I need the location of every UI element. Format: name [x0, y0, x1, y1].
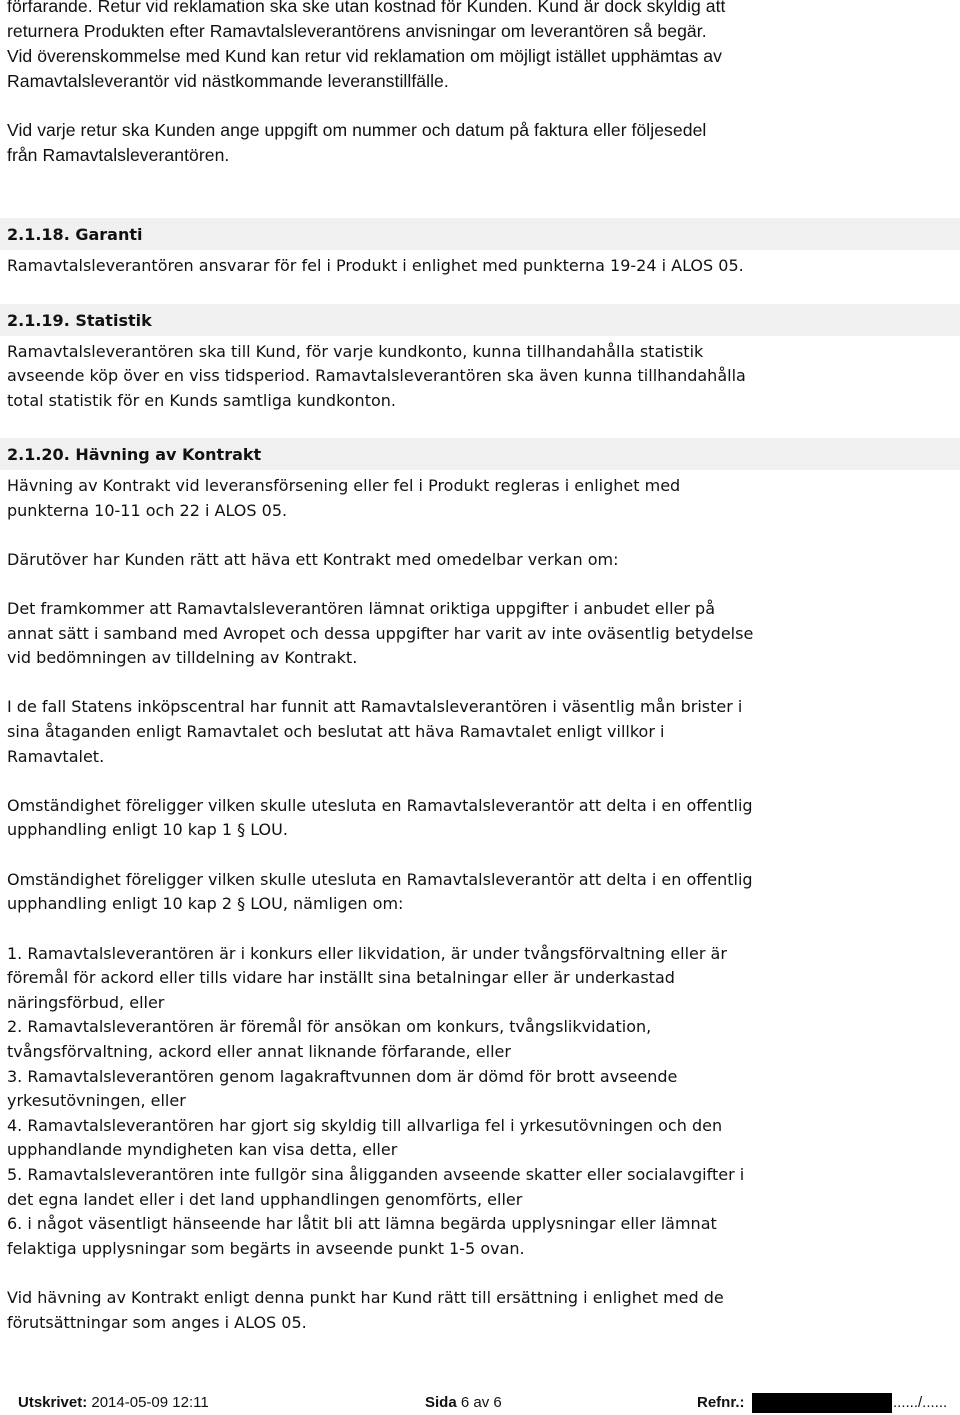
text-line: Ramavtalsleverantören ska till Kund, för varje kundkonto, kunna tillhandahålla statistik	[7, 342, 704, 361]
footer-page	[425, 1394, 502, 1412]
list-item: 3. Ramavtalsleverantören genom lagakraftvunnen dom är dömd för brott avseende	[7, 1067, 678, 1086]
footer-printed-value: 2014-05-09 12:11	[91, 1394, 209, 1411]
list-item: felaktiga upplysningar som begärts in avseende punkt 1-5 ovan.	[7, 1239, 525, 1258]
text-line: sina åtaganden enligt Ramavtalet och beslutat att häva Ramavtalet enligt villkor i	[7, 722, 665, 741]
footer-printed	[18, 1394, 209, 1412]
redaction-block	[752, 1393, 892, 1413]
list-item: 6. i något väsentligt hänseende har låtit bli att lämna begärda upplysningar eller lämnat	[7, 1214, 717, 1233]
section-heading-havning: 2.1.20. Hävning av Kontrakt	[7, 445, 262, 464]
text-line: Vid hävning av Kontrakt enligt denna punkt har Kund rätt till ersättning i enlighet med de	[7, 1288, 724, 1307]
text-line: annat sätt i samband med Avropet och dessa uppgifter har varit av inte oväsentlig betydelse	[7, 624, 754, 643]
text-line: punkterna 10-11 och 22 i ALOS 05.	[7, 501, 288, 520]
text-line: Vid överenskommelse med Kund kan retur vid reklamation om möjligt istället upphämtas av	[7, 46, 722, 66]
footer-printed-label: Utskrivet:	[18, 1394, 88, 1411]
section-heading-garanti: 2.1.18. Garanti	[7, 225, 143, 244]
text-line: Därutöver har Kunden rätt att häva ett Kontrakt med omedelbar verkan om:	[7, 550, 619, 569]
text-line: från Ramavtalsleverantören.	[7, 145, 230, 165]
footer-ref-suffix: ....../......	[893, 1394, 948, 1411]
list-item: 5. Ramavtalsleverantören inte fullgör sina åligganden avseende skatter eller socialavgifter i	[7, 1165, 745, 1184]
footer-page-value: 6 av 6	[460, 1394, 502, 1411]
list-item: 2. Ramavtalsleverantören är föremål för ansökan om konkurs, tvångslikvidation,	[7, 1017, 652, 1036]
text-line: Det framkommer att Ramavtalsleverantören lämnat oriktiga uppgifter i anbudet eller på	[7, 599, 716, 618]
text-line: returnera Produkten efter Ramavtalsleverantörens anvisningar om leverantören så begär.	[7, 21, 707, 41]
footer-page-label: Sida	[425, 1394, 457, 1411]
text-line: upphandling enligt 10 kap 2 § LOU, nämligen om:	[7, 894, 404, 913]
text-line: Ramavtalsleverantör vid nästkommande leveranstillfälle.	[7, 71, 449, 91]
text-line: förutsättningar som anges i ALOS 05.	[7, 1313, 307, 1332]
section-heading-statistik: 2.1.19. Statistik	[7, 311, 152, 330]
list-item: 4. Ramavtalsleverantören har gjort sig skyldig till allvarliga fel i yrkesutövningen och den	[7, 1116, 723, 1135]
footer-ref-label: Refnr.:	[697, 1394, 745, 1411]
list-item: yrkesutövningen, eller	[7, 1091, 186, 1110]
list-item: upphandlande myndigheten kan visa detta, eller	[7, 1140, 398, 1159]
text-line: total statistik för en Kunds samtliga kundkonton.	[7, 391, 396, 410]
list-item: föremål för ackord eller tills vidare har inställt sina betalningar eller är underkastad	[7, 968, 675, 987]
text-line: Ramavtalet.	[7, 747, 105, 766]
list-item: näringsförbud, eller	[7, 993, 165, 1012]
text-line: Vid varje retur ska Kunden ange uppgift om nummer och datum på faktura eller följesedel	[7, 120, 707, 140]
text-line: I de fall Statens inköpscentral har funnit att Ramavtalsleverantören i väsentlig mån brister i	[7, 697, 743, 716]
text-line: förfarande. Retur vid reklamation ska ske utan kostnad för Kunden. Kund är dock skyldig att	[7, 0, 726, 16]
list-item: det egna landet eller i det land upphandlingen genomförts, eller	[7, 1190, 523, 1209]
list-item: tvångsförvaltning, ackord eller annat liknande förfarande, eller	[7, 1042, 511, 1061]
text-line: vid bedömningen av tilldelning av Kontrakt.	[7, 648, 358, 667]
text-line: avseende köp över en viss tidsperiod. Ramavtalsleverantören ska även kunna tillhandahålla	[7, 366, 746, 385]
text-line: Hävning av Kontrakt vid leveransförsening eller fel i Produkt regleras i enlighet med	[7, 476, 681, 495]
section-heading-bar	[0, 218, 960, 250]
text-line: upphandling enligt 10 kap 1 § LOU.	[7, 820, 288, 839]
text-line: Ramavtalsleverantören ansvarar för fel i Produkt i enlighet med punkterna 19-24 i ALOS 05.	[7, 256, 744, 275]
list-item: 1. Ramavtalsleverantören är i konkurs eller likvidation, är under tvångsförvaltning eller är	[7, 944, 727, 963]
text-line: Omständighet föreligger vilken skulle utesluta en Ramavtalsleverantör att delta i en offentlig	[7, 870, 753, 889]
text-line: Omständighet föreligger vilken skulle utesluta en Ramavtalsleverantör att delta i en offentlig	[7, 796, 753, 815]
